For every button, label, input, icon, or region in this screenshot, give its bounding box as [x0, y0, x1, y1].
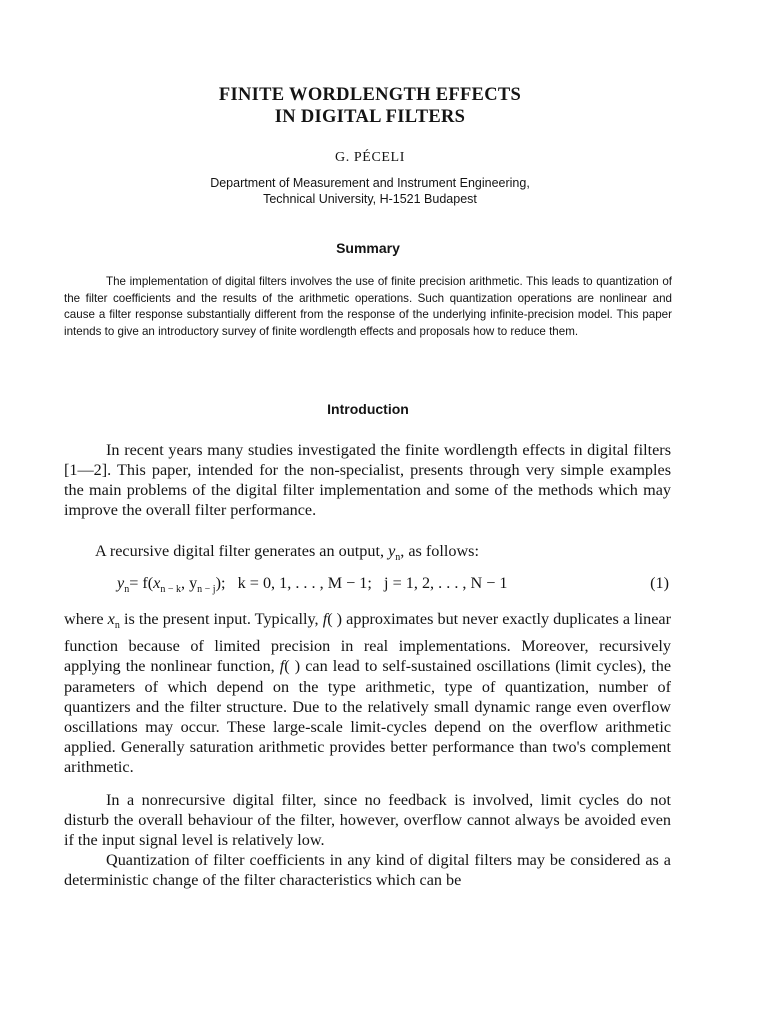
eq-x-sub: n − k [160, 584, 181, 596]
intro-paragraph-5: Quantization of filter coefficients in any kind of digital filters may be considered as a deterministic change of the filter characteristics which can be [64, 851, 671, 890]
eq-j-range: j = 1, 2, . . . , N − 1 [384, 574, 508, 592]
para3-where: where [64, 610, 108, 628]
equation-number: (1) [650, 574, 669, 592]
author-name: G. PÉCELI [335, 150, 405, 165]
summary-heading: Summary [336, 240, 400, 256]
summary-abstract: The implementation of digital filters involves the use of finite precision arithmetic. This leads to quantization of the filter coefficients and the results of the arithmetic operations. Such quantization operations are nonlinear and cause a filter response substantially different from the response of the underlying infinite-precision model. This paper intends to give an introductory survey of finite wordlength effects and proposals how to reduce them. [64, 275, 672, 338]
eq-close: ); [215, 574, 226, 592]
intro-paragraph-3 [64, 609, 671, 777]
eq-y: y [117, 574, 125, 592]
para3-part-c: ( ) can lead to self-sustained oscillations (limit cycles), the parameters of which depend on the type arithmetic, type of quantization, number of quantizers and the filter structure. Due to the relatively small dynamic range even overflow oscillations may occur. These large-scale limit-cycles depend on the overflow arithmetic applied. Generally saturation arithmetic provides better performance than two's complement arithmetic. [64, 657, 672, 776]
eq-comma-y: , y [180, 574, 198, 592]
affiliation-line-1: Department of Measurement and Instrument Engineering, [210, 176, 530, 190]
para3-sub-n: n [114, 620, 120, 632]
affiliation-line-2: Technical University, H-1521 Budapest [263, 192, 477, 206]
para2-lead: A recursive digital filter generates an output, [95, 542, 389, 560]
para2-var-y: y [388, 542, 396, 560]
eq-k-range: k = 0, 1, . . . , M − 1; [237, 574, 372, 592]
para2-tail: , as follows: [400, 542, 479, 560]
equation-body [117, 574, 508, 595]
paper-title-line-2: IN DIGITAL FILTERS [274, 107, 466, 127]
para2-sub-n: n [395, 552, 401, 564]
para3-part-b: ( ) approximates but never exactly duplicates a linear function because of limited precision in real implementations. Moreover, recursively applying the nonlinear function, [64, 610, 671, 676]
para3-var-x: x [107, 610, 115, 628]
intro-paragraph-2 [64, 541, 671, 568]
para3-f-1: f [322, 610, 328, 628]
eq-x: x [153, 574, 161, 592]
equation-1 [64, 574, 671, 596]
introduction-heading: Introduction [327, 401, 409, 417]
intro-paragraph-4: In a nonrecursive digital filter, since no feedback is involved, limit cycles do not disturb the overall behaviour of the filter, however, overflow cannot always be avoided even if the input signal level is relatively low. [64, 791, 671, 850]
para3-part-a: is the present input. Typically, [119, 610, 323, 628]
eq-equals-f: = f( [129, 574, 154, 592]
eq-y2-sub: n − j [197, 584, 216, 596]
eq-y-sub: n [124, 584, 130, 596]
paper-title-line-1: FINITE WORDLENGTH EFFECTS [218, 85, 522, 105]
para3-f-2: f [279, 657, 285, 676]
intro-paragraph-1: In recent years many studies investigated the finite wordlength effects in digital filters [1—2]. This paper, intended for the non-specialist, presents through very simple examples the main problems of the digital filter implementation and some of the methods which may improve the overall filter performance. [64, 441, 671, 520]
